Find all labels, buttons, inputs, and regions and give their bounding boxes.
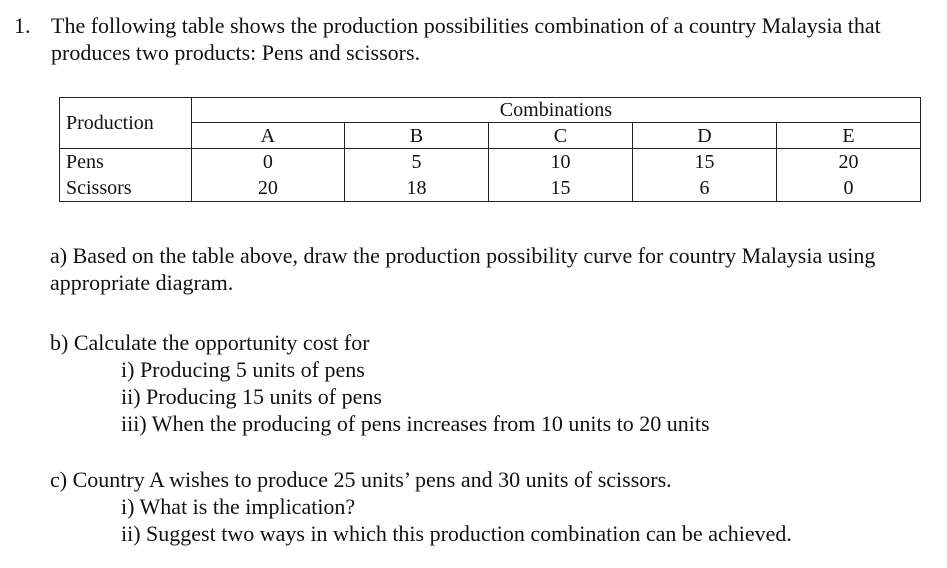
part-c-intro: c) Country A wishes to produce 25 units’ pens and 30 units of scissors. bbox=[50, 467, 672, 492]
column-header-a: A bbox=[191, 123, 344, 149]
part-c-item-2: ii) Suggest two ways in which this production combination can be achieved. bbox=[121, 521, 792, 546]
table-row-pens bbox=[60, 149, 921, 176]
part-a bbox=[50, 242, 930, 296]
column-header-b: B bbox=[344, 123, 488, 149]
table-cell: 15 bbox=[488, 175, 632, 202]
part-b-item-1: i) Producing 5 units of pens bbox=[121, 357, 365, 382]
part-b-item-3: iii) When the producing of pens increases from 10 units to 20 units bbox=[121, 411, 710, 436]
table-cell: 18 bbox=[344, 175, 488, 202]
table-cell: 15 bbox=[632, 149, 776, 176]
table-cell: 10 bbox=[488, 149, 632, 176]
part-b-item-2: ii) Producing 15 units of pens bbox=[121, 384, 382, 409]
column-header-d: D bbox=[632, 123, 776, 149]
table-cell: 20 bbox=[191, 175, 344, 202]
table-cell: 0 bbox=[191, 149, 344, 176]
table-cell: 20 bbox=[776, 149, 920, 176]
row-label-pens: Pens bbox=[60, 149, 192, 176]
question-header bbox=[14, 12, 934, 66]
part-b bbox=[50, 329, 930, 437]
row-header-production: Production bbox=[60, 98, 192, 149]
column-header-e: E bbox=[776, 123, 920, 149]
table-cell: 5 bbox=[344, 149, 488, 176]
column-header-c: C bbox=[488, 123, 632, 149]
part-c-item-1: i) What is the implication? bbox=[121, 494, 356, 519]
question-number: 1. bbox=[14, 13, 31, 38]
table-cell: 0 bbox=[776, 175, 920, 202]
table-cell: 6 bbox=[632, 175, 776, 202]
part-c bbox=[50, 466, 930, 547]
part-a-text: a) Based on the table above, draw the production possibility curve for country Malaysia using appropriate diagram. bbox=[50, 243, 876, 295]
production-possibilities-table bbox=[59, 97, 921, 202]
question-text: The following table shows the production possibilities combination of a country Malaysia that produces two products: Pens and scissors. bbox=[51, 13, 881, 65]
row-label-scissors: Scissors bbox=[60, 175, 192, 202]
part-b-intro: b) Calculate the opportunity cost for bbox=[50, 330, 370, 355]
group-header-combinations: Combinations bbox=[191, 98, 920, 123]
table-row-scissors bbox=[60, 175, 921, 202]
